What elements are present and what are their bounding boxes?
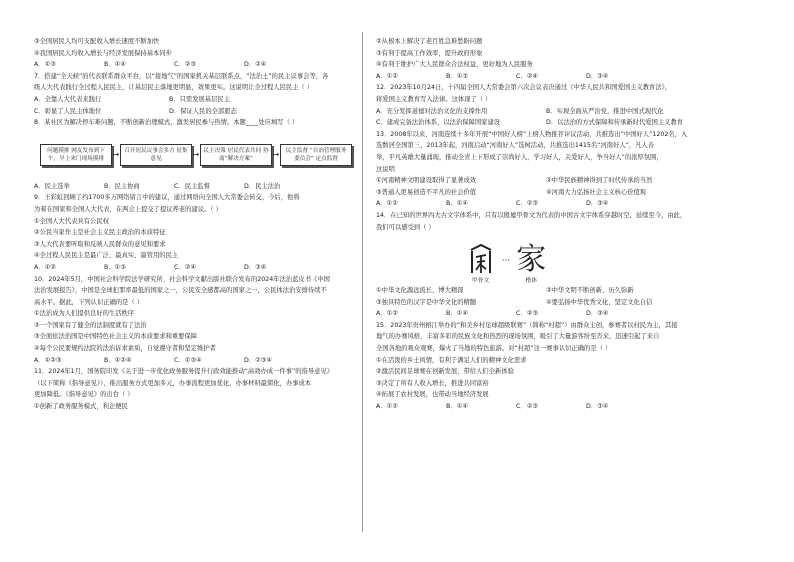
statement-pair xyxy=(376,187,716,199)
question-8-stem: 8．某社区为解决停车难问题，不断创新治理模式，激发居民参与热情。本题____处应填写（ ） xyxy=(34,119,299,127)
question-10-stem: 高水平。据此，下列认识正确的是（ ） xyxy=(34,298,144,306)
option-c: C．②④ xyxy=(174,263,196,271)
option-a: A．①② xyxy=(376,72,398,80)
option-c: C．②③ xyxy=(516,403,538,411)
question-7-stem: 级人大代表践行全过程人民民主，让基层民主落地更明显，效果更实。这说明让全过程人民民主（ ） xyxy=(34,84,314,92)
question-7-stem: 7．搭建“全天候”的代表联系群众平台，以“接地气”的国家机关基层联系点，“法治土”的民主议事会等，各 xyxy=(34,72,329,80)
statement: ②激活民间足球赛在创新发展，带给人们全新体验 xyxy=(376,368,514,376)
option-b: B．①③ xyxy=(446,72,468,80)
option-a: A．①② xyxy=(34,263,56,271)
statement: ③独具特色的汉字是中华文化的精髓 xyxy=(376,298,477,306)
statement: ②从根本上解决了老百姓急难愁盼问题 xyxy=(376,38,483,45)
glyph-caption: 甲骨文 xyxy=(472,278,490,285)
option-b: B．只需发展基层民主 xyxy=(169,95,230,103)
statement: ①创新了政务服务模式，利企便民 xyxy=(34,403,128,411)
statement: ①在活泼的乡土风情，有利于满足人们的精神文化需求 xyxy=(376,356,527,364)
question-13-stem: 13．2008年以来，河南连续十多年开展“中国好人榜”上榜人物推荐评议活动，共推选出“中国好人”1202名，入 xyxy=(376,130,688,138)
question-12-stem: 将爱国主义教育写入法律。这体现了（ ） xyxy=(376,95,492,103)
arrow-icon: → xyxy=(272,149,280,159)
option-b: B．①②④ xyxy=(104,356,132,364)
question-13-stem: 这说明 xyxy=(376,165,395,173)
glyph-character: 家 xyxy=(516,242,547,278)
statement: ②一个国家有了健全的法制度就有了法治 xyxy=(34,321,147,329)
statement: ④我国居民人均收入增长与经济发展保持基本同步 xyxy=(34,49,172,57)
question-15-stem: 地气的办赛风格，丰富多彩的民族文化和热烈的现场氛围，吸引了大量游客纷至沓来，迅速引起了来自 xyxy=(376,333,660,341)
statement: ③有利于提高工作效率，提升政府形象 xyxy=(376,49,483,57)
statement: ①法治成为人们提供良好的生活秩序 xyxy=(34,310,135,318)
answer-options xyxy=(376,401,716,413)
question-9-stem: 为着在国家和全国人大代表，在两会上提交了提议养老的建议。（ ） xyxy=(34,205,222,213)
question-11-stem: 更加降低。《指导意见》的出台（ ） xyxy=(34,391,134,399)
flow-step-1: 问题摸排 网友发布到下午，早上来门现场摸排 xyxy=(40,144,112,166)
option-b: B．①③ xyxy=(104,263,126,271)
question-14-stem: 我们可以感受到（ ） xyxy=(376,223,435,231)
oracle-bone-glyph xyxy=(466,243,496,285)
statement: ③全面依法治国是中国特色社会主义的本质要求和重要保障 xyxy=(34,333,198,341)
statement: ②中华文明不断创新、历久弥新 xyxy=(546,287,634,295)
statement-pair xyxy=(376,297,716,309)
answer-options xyxy=(376,308,716,320)
answer-options xyxy=(376,106,716,118)
option-b: B．①④ xyxy=(446,200,468,208)
answer-options xyxy=(34,59,374,71)
question-15-stem: 全国各地的观众观赛，爆火了当地的特色旅游。对“村超”这一赛事认识正确的是（ ） xyxy=(376,345,612,353)
statement: ③人大代表要听取和反映人民群众的意见和要求 xyxy=(34,240,166,248)
question-12-stem: 12．2023年10月24日，十四届全国人大常委会第六次会议表决通过《中华人民共和国爱国主义教育法》， xyxy=(376,84,672,92)
process-flowchart xyxy=(40,130,374,180)
option-d: D．③④ xyxy=(586,403,609,411)
option-c: C．②③ xyxy=(516,310,538,318)
arrow-icon: → xyxy=(112,149,120,159)
left-column xyxy=(34,36,374,413)
option-d: D．②④ xyxy=(244,61,267,69)
option-b: B．①④ xyxy=(446,310,468,318)
statement: ①河南精神文明建设取得了显著成效 xyxy=(376,177,477,185)
option-d: D．③④ xyxy=(586,72,609,80)
flow-step-4: 民主监督 “自治管理服务委员会” 定点监督 xyxy=(280,144,352,166)
statement: ②公民当家作主是社会主义民主政治的本质特征 xyxy=(34,229,166,237)
option-a: A．①② xyxy=(376,310,398,318)
option-b: B．民主协商 xyxy=(104,182,140,190)
option-c: C．彰显了人民主体地位 xyxy=(34,107,102,115)
question-9-stem: 9．王彩虹回顾了约1700多万网络留言中的建议，通过网络向全国人大常委会转交，今后，他将 xyxy=(34,194,300,202)
option-a: A．①②③ xyxy=(34,356,62,364)
option-c: C．建成完备法治体系，以法治保障国家建设 xyxy=(376,119,501,127)
question-10-stem: 10．2024年5月，中国社会科学院法学研究所、社会科学文献出版社联合发布的2024年法治蓝皮书《中国 xyxy=(34,275,330,283)
statement: ④河南大力弘扬社会主义核心价值观 xyxy=(546,188,647,196)
statement: ③决定了所有人收入增长，推进共同富裕 xyxy=(376,379,489,387)
statement-pair xyxy=(376,175,716,187)
statement: ④全过程人民民主是最广泛、最真实、最管用的民主 xyxy=(34,252,179,260)
statement: ④有利于维护广大人民群众合法权益，更好地为人民服务 xyxy=(376,61,533,69)
statement: ②中华民族精神得到了时代传承的当然 xyxy=(546,177,653,185)
option-d: D．②③④ xyxy=(244,356,273,364)
statement-pair xyxy=(376,285,716,297)
option-c: C．②④ xyxy=(516,72,538,80)
right-column xyxy=(376,36,716,413)
option-a: A．充分发挥道德对法治文化的支撑作用 xyxy=(376,107,488,115)
option-b: B．实现全面从严治党，推进中国式现代化 xyxy=(546,107,664,115)
oracle-bone-jia-icon xyxy=(466,243,496,277)
statement: ①全国人大代表具有公民权 xyxy=(34,217,109,225)
answer-options xyxy=(34,355,374,367)
statement: ③普通人更易创造不平凡的社会价值 xyxy=(376,188,477,196)
statement: ④要弘扬中华优秀文化，坚定文化自信 xyxy=(546,298,653,306)
answer-options xyxy=(376,198,716,210)
statement: ①中华文化源远流长、博大精深 xyxy=(376,287,464,295)
option-a: A．①② xyxy=(376,403,398,411)
option-b: B．①④ xyxy=(104,61,126,69)
option-c: C．②③ xyxy=(516,200,538,208)
option-d: D．民主法治 xyxy=(244,182,281,190)
statement: ④拓展了农村发展，也带动当地经济发展 xyxy=(376,391,489,399)
arrow-icon: → xyxy=(192,149,200,159)
option-d: D．保证人民的全部愿态 xyxy=(169,107,237,115)
answer-options xyxy=(34,181,374,193)
statement: ④每个公民要规约法院的法治诉求素质，自觉遵守者和坚定维护者 xyxy=(34,345,216,353)
option-a: A．民主选举 xyxy=(34,182,70,190)
question-11-stem: 11．2024年1月，国务院印发《关于进一步优化政务服务提升行政效能推动“高效办成一件事”的指导意见》 xyxy=(34,368,334,376)
question-10-stem: 法治发展报告》，中国是全球犯罪率最低的国家之一，公民安全感都高的国家之一，公民体法治安排待续不 xyxy=(34,287,327,295)
flow-step-2: 召开居民议事会多方 征集意见 xyxy=(120,144,192,166)
option-d: D．③④ xyxy=(586,200,609,208)
option-c: C．①③④ xyxy=(174,356,202,364)
option-d: D．以法治的方式保障和传承新时代爱国主义教育 xyxy=(546,119,684,127)
character-evolution-figure xyxy=(296,233,716,285)
glyph-caption: 楷体 xyxy=(525,278,538,285)
statement: ③全国居民人均可支配收入增长速度不断加快 xyxy=(34,38,160,45)
flow-step-3: 民主决策 居民代表共同 协商“解决方案” xyxy=(200,144,272,166)
question-13-stem: 举，平凡英雄大量涌现，推动全省上下形成了崇尚好人，学习好人，关爱好人，争当好人”的浓厚氛围， xyxy=(376,153,663,161)
option-a: A．全靠人大代表来践行 xyxy=(34,95,102,103)
question-15-stem: 15．2023年贵州榕江举办的“和美乡村足球超级联赛”（简称“村超”）由群众主创，参赛者以村民为主，其接 xyxy=(376,321,678,329)
option-d: D．③④ xyxy=(586,310,609,318)
question-14-stem: 14．在已知的世界四大古文字体系中，只有以殷墟甲骨文为代表的中国古文字体系穿越时空，延续至今，由此， xyxy=(376,211,687,219)
ellipsis: ··· xyxy=(501,255,511,266)
option-a: A．①② xyxy=(376,200,398,208)
option-b: B．①④ xyxy=(446,403,468,411)
question-13-stem: 选数居全国第三，2013年起，河南启动“河南好人”选树活动，共推选出1415名“河南好人”，凡人善 xyxy=(376,142,655,150)
answer-options xyxy=(376,117,716,129)
option-c: C．②③ xyxy=(174,61,196,69)
option-d: D．③④ xyxy=(244,263,267,271)
question-11-stem: （以下简称《指导意见》），推出服务方式更加多元，办事流程更加优化，办事材料最简化，办事成本 xyxy=(34,379,312,387)
option-c: C．民主监督 xyxy=(174,182,210,190)
regular-script-glyph xyxy=(516,243,546,285)
option-a: A．①③ xyxy=(34,61,56,69)
answer-options xyxy=(34,94,374,106)
answer-options xyxy=(376,71,716,83)
answer-options xyxy=(34,106,374,118)
